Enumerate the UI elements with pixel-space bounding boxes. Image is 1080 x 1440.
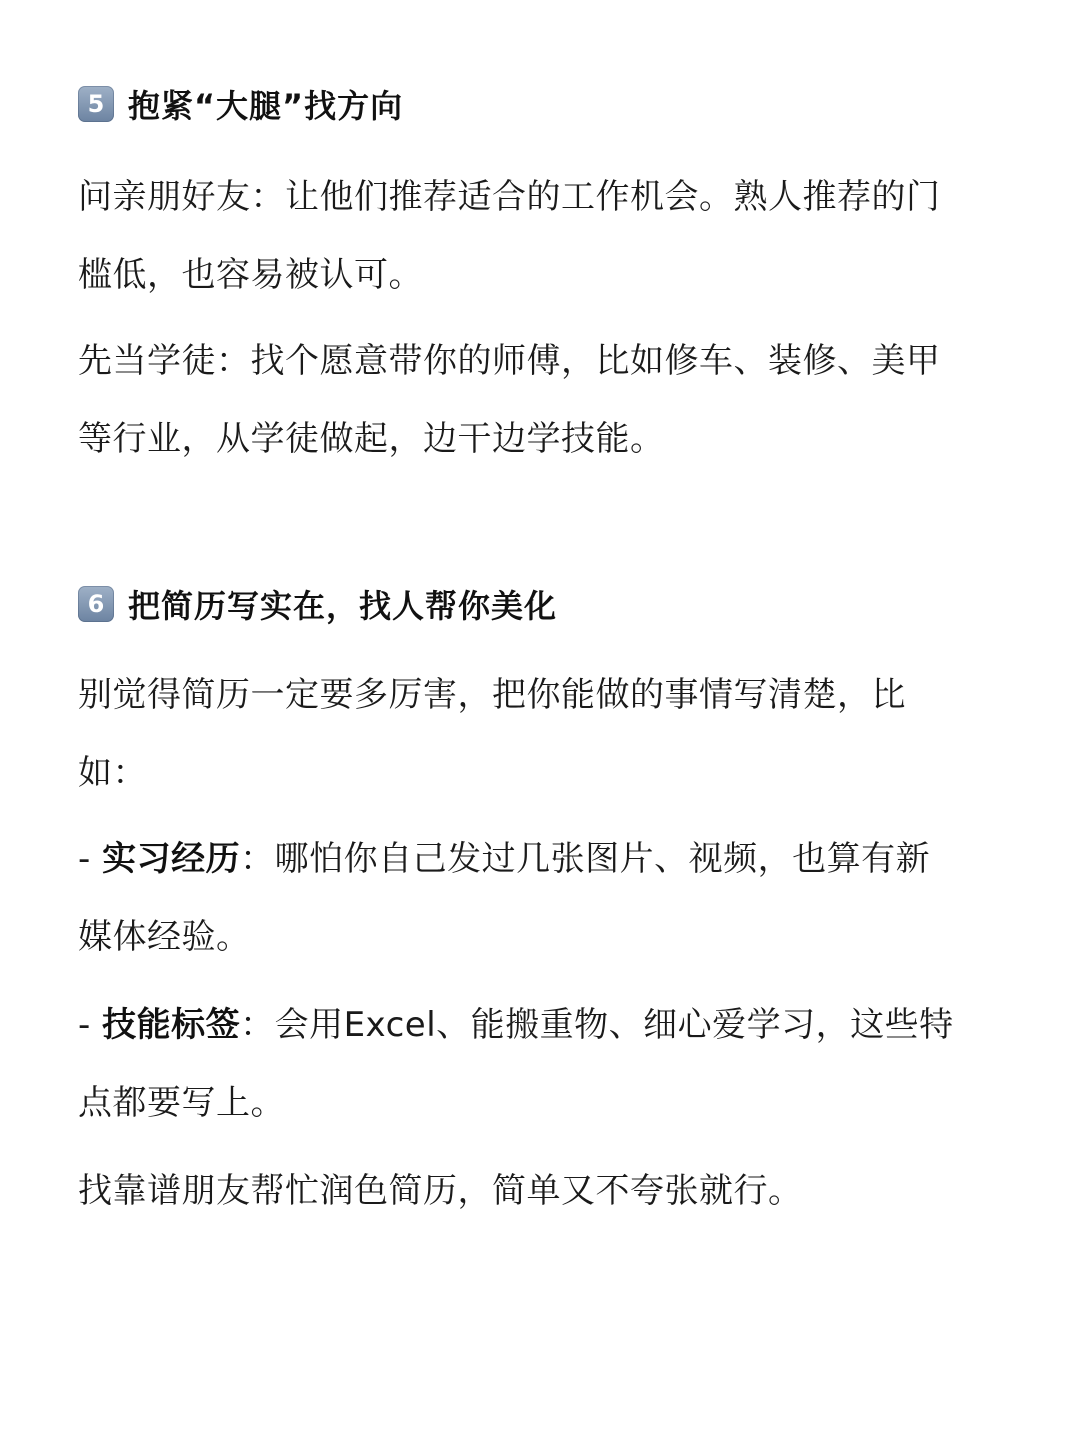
paragraph-line: 点都要写上。 xyxy=(78,1083,285,1123)
bullet-label: 技能标签 xyxy=(102,1005,241,1045)
paragraph-line: 等行业，从学徒做起，边干边学技能。 xyxy=(78,419,665,459)
paragraph-line: 槛低，也容易被认可。 xyxy=(78,255,423,295)
paragraph-line: 找靠谱朋友帮忙润色简历，简单又不夸张就行。 xyxy=(78,1171,803,1211)
paragraph-line: 别觉得简历一定要多厉害，把你能做的事情写清楚，比 xyxy=(78,675,906,715)
section-6-closing-paragraph xyxy=(78,1152,998,1230)
section-5-paragraph-2 xyxy=(78,322,998,478)
bullet-dash: - xyxy=(78,1005,103,1045)
bullet-line xyxy=(78,986,998,1064)
bullet-skills xyxy=(78,986,998,1142)
paragraph-line: 如： xyxy=(78,753,147,793)
section-5-paragraph-1 xyxy=(78,158,998,314)
section-5-heading xyxy=(78,84,403,124)
section-6-heading xyxy=(78,584,557,624)
bullet-line xyxy=(78,820,998,898)
bullet-text: ：会用Excel、能搬重物、细心爱学习，这些特 xyxy=(240,1005,954,1045)
bullet-text: ：哪怕你自己发过几张图片、视频，也算有新 xyxy=(240,839,931,879)
bullet-internship xyxy=(78,820,998,976)
keycap-five-icon xyxy=(78,86,114,122)
paragraph-line: 媒体经验。 xyxy=(78,917,251,957)
section-6-paragraph-1 xyxy=(78,656,998,812)
keycap-number: 6 xyxy=(87,590,105,618)
bullet-dash: - xyxy=(78,839,103,879)
bullet-label: 实习经历 xyxy=(102,839,241,879)
paragraph-line: 先当学徒：找个愿意带你的师傅，比如修车、装修、美甲 xyxy=(78,341,941,381)
section-5-title: 抱紧“大腿”找方向 xyxy=(128,87,404,125)
keycap-number: 5 xyxy=(87,90,105,118)
paragraph-line: 问亲朋好友：让他们推荐适合的工作机会。熟人推荐的门 xyxy=(78,177,941,217)
keycap-six-icon xyxy=(78,586,114,622)
section-6-title: 把简历写实在，找人帮你美化 xyxy=(128,587,558,625)
